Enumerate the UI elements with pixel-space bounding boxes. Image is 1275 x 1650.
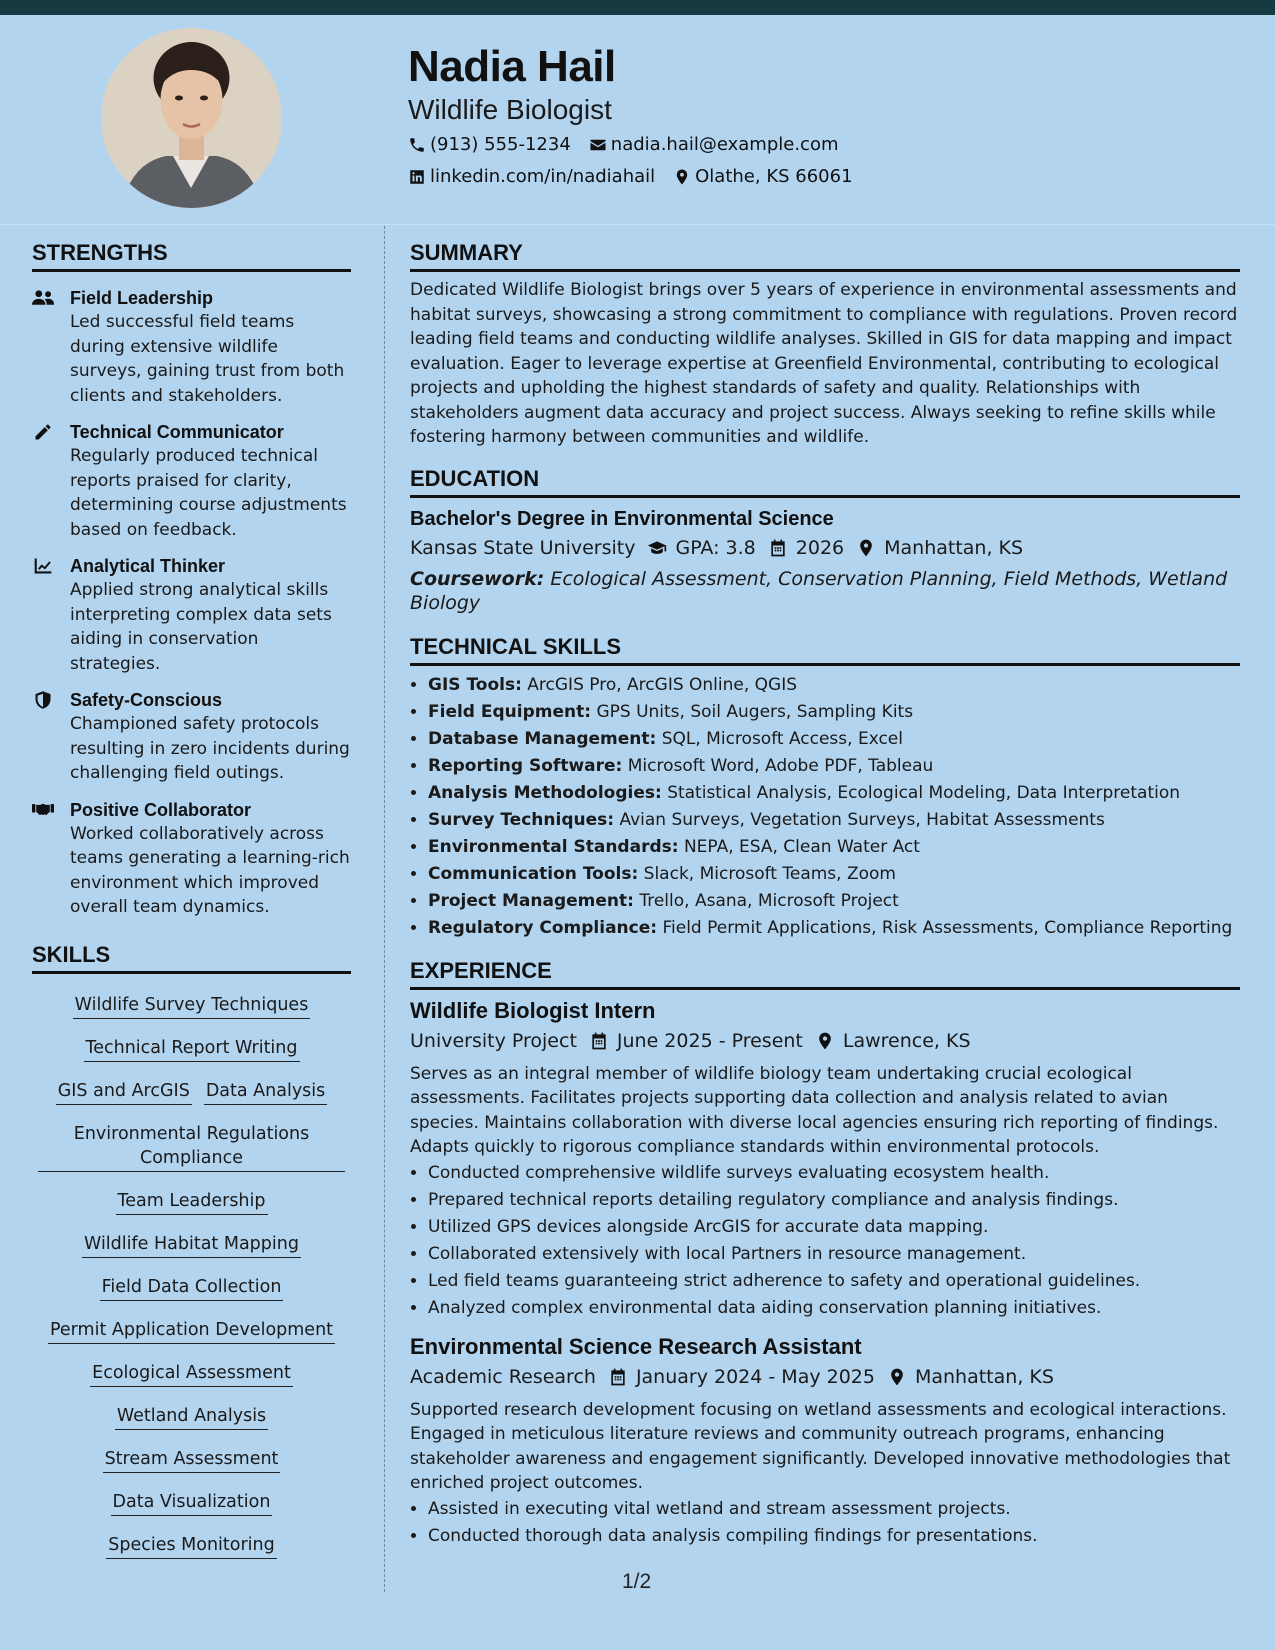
strengths-heading: STRENGTHS [32, 240, 351, 272]
strength-title: Positive Collaborator [70, 799, 252, 820]
skill-tag: Team Leadership [116, 1189, 268, 1215]
tech-skill-value: Trello, Asana, Microsoft Project [639, 890, 899, 911]
envelope-icon [589, 136, 607, 154]
job-location: Manhattan, KS [914, 1365, 1054, 1388]
list-item [428, 726, 1240, 753]
pencil-icon [32, 422, 54, 442]
location-contact [673, 166, 852, 187]
strength-desc: Worked collaboratively across teams generating a learning-rich environment which improved overall team dynamics. [70, 823, 350, 917]
profile-photo [101, 28, 282, 208]
tech-skill-value: Slack, Microsoft Teams, Zoom [643, 863, 896, 884]
job-location: Lawrence, KS [842, 1029, 971, 1052]
tech-skill-value: NEPA, ESA, Clean Water Act [683, 836, 920, 857]
tech-skill-value: GPS Units, Soil Augers, Sampling Kits [596, 701, 914, 722]
calendar-icon [608, 1367, 628, 1387]
tech-skill-value: Avian Surveys, Vegetation Surveys, Habitat Assessments [619, 809, 1105, 830]
top-bar [0, 0, 1275, 15]
skill-tag: Stream Assessment [103, 1447, 281, 1473]
map-pin-icon [856, 538, 876, 558]
list-item [428, 888, 1240, 915]
list-item [428, 699, 1240, 726]
linkedin-icon [408, 168, 426, 186]
strength-desc: Applied strong analytical skills interpreting complex data sets aiding in conservation strategies. [70, 580, 332, 674]
strength-title: Safety-Conscious [70, 690, 223, 710]
education-meta [410, 537, 1240, 559]
list-item: • Assisted in executing vital wetland and stream assessment projects. [428, 1496, 1240, 1523]
list-item: • Conducted comprehensive wildlife surveys evaluating ecosystem health. [428, 1160, 1240, 1187]
skill-tag: Species Monitoring [106, 1533, 277, 1559]
strength-item [32, 286, 351, 408]
calendar-icon [768, 538, 788, 558]
strength-desc: Regularly produced technical reports praised for clarity, determining course adjustments based on feedback. [70, 446, 347, 540]
summary-text: Dedicated Wildlife Biologist brings over 5 years of experience in environmental assessments and habitat surveys, showcasing a strong commitment to compliance with regulations. Proven record leading field teams and conducting wildlife analyses. Skilled in GIS for data mapping and impact evaluation. Eager to leverage expertise at Greenfield Environmental, contributing to ecological projects and upholding the highest standards of safety and quality. Relationships with stakeholders augment data accuracy and project success. Always seeking to refine skills while fostering harmony between communities and wildlife. [410, 280, 1238, 447]
chart-line-icon [32, 556, 54, 576]
tech-skill-value: SQL, Microsoft Access, Excel [661, 728, 903, 749]
school-name: Kansas State University [410, 536, 636, 559]
phone-contact [408, 134, 571, 155]
skill-tag: GIS and ArcGIS [56, 1079, 192, 1105]
strength-desc: Led successful field teams during extensive wildlife surveys, gaining trust from both clients and stakeholders. [70, 312, 345, 406]
skill-tag: Technical Report Writing [84, 1036, 300, 1062]
skill-tag: Field Data Collection [100, 1275, 284, 1301]
map-pin-icon [815, 1031, 835, 1051]
email-contact[interactable] [589, 134, 839, 155]
tech-skill-label: Database Management: [428, 728, 657, 749]
tech-skill-value: Microsoft Word, Adobe PDF, Tableau [627, 755, 934, 776]
linkedin-text[interactable]: linkedin.com/in/nadiahail [430, 166, 656, 187]
gpa-text: GPA: 3.8 [675, 536, 756, 559]
page-number: 1/2 [622, 1570, 652, 1593]
shield-icon [32, 690, 54, 710]
list-item [428, 834, 1240, 861]
skills-list [32, 984, 351, 1567]
coursework-label: Coursework: [410, 567, 545, 590]
strength-item [32, 688, 351, 786]
tech-skill-label: Project Management: [428, 890, 634, 911]
tech-skill-label: Regulatory Compliance: [428, 917, 658, 938]
tech-skill-label: GIS Tools: [428, 674, 522, 695]
list-item: • Led field teams guaranteeing strict adherence to safety and operational guidelines. [428, 1268, 1240, 1295]
tech-skill-label: Analysis Methodologies: [428, 782, 662, 803]
school-location: Manhattan, KS [884, 536, 1024, 559]
job-meta [410, 1366, 1240, 1388]
tech-skill-value: Statistical Analysis, Ecological Modeling, Data Interpretation [667, 782, 1181, 803]
column-divider [384, 226, 385, 1592]
contact-row-1 [408, 134, 857, 155]
location-text: Olathe, KS 66061 [695, 166, 853, 187]
skill-tag: Permit Application Development [48, 1318, 335, 1344]
job-description: Serves as an integral member of wildlife biology team undertaking crucial ecological assessments. Facilitates projects supporting data collection and analysis related to avian species. Maintains collaboration with diverse local agencies ensuring rich reporting of findings. Adapts quickly to rigorous compliance standards within environmental protocols. [410, 1063, 1219, 1157]
skills-heading: SKILLS [32, 942, 351, 974]
right-column [410, 240, 1240, 1550]
users-icon [32, 288, 54, 308]
coursework [410, 567, 1240, 616]
tech-skill-value: ArcGIS Pro, ArcGIS Online, QGIS [527, 674, 798, 695]
list-item: • Conducted thorough data analysis compiling findings for presentations. [428, 1523, 1240, 1550]
coursework-text: Ecological Assessment, Conservation Planning, Field Methods, Wetland Biology [410, 567, 1228, 614]
left-column [32, 240, 351, 1567]
graduation-year: 2026 [795, 536, 845, 559]
list-item [428, 861, 1240, 888]
strength-item [32, 420, 351, 542]
job-org: University Project [410, 1029, 577, 1052]
phone-icon [408, 136, 426, 154]
experience-heading: EXPERIENCE [410, 958, 1240, 990]
list-item: • Utilized GPS devices alongside ArcGIS for accurate data mapping. [428, 1214, 1240, 1241]
job-bullets [410, 1496, 1240, 1550]
skill-tag: Wildlife Survey Techniques [73, 993, 311, 1019]
tech-skill-label: Reporting Software: [428, 755, 623, 776]
tech-skill-label: Environmental Standards: [428, 836, 679, 857]
technical-skills-heading: TECHNICAL SKILLS [410, 634, 1240, 666]
map-pin-icon [887, 1367, 907, 1387]
skill-tag: Data Analysis [204, 1079, 327, 1105]
phone-text: (913) 555-1234 [430, 134, 571, 155]
strength-item [32, 554, 351, 676]
skill-tag: Wildlife Habitat Mapping [82, 1232, 301, 1258]
degree-title: Bachelor's Degree in Environmental Science [410, 507, 834, 530]
list-item [428, 807, 1240, 834]
email-text[interactable]: nadia.hail@example.com [610, 134, 839, 155]
handshake-icon [32, 800, 54, 820]
strength-desc: Championed safety protocols resulting in zero incidents during challenging field outings. [70, 714, 350, 783]
job-dates: January 2024 - May 2025 [635, 1365, 875, 1388]
tech-skill-label: Field Equipment: [428, 701, 592, 722]
skill-tag: Data Visualization [111, 1490, 273, 1516]
job-org: Academic Research [410, 1365, 596, 1388]
calendar-icon [589, 1031, 609, 1051]
job-description: Supported research development focusing on wetland assessments and ecological interactions. Engaged in meticulous literature reviews and community outreach programs, enhancing stakeholder awareness and engagement significantly. Developed innovative methodologies that enriched project outcomes. [410, 1399, 1231, 1493]
strength-title: Field Leadership [70, 288, 214, 308]
job-bullets [410, 1160, 1240, 1322]
list-item: • Prepared technical reports detailing regulatory compliance and analysis findings. [428, 1187, 1240, 1214]
job-title: Environmental Science Research Assistant [410, 1333, 862, 1359]
job-meta [410, 1030, 1240, 1052]
skill-tag: Wetland Analysis [115, 1404, 268, 1430]
skill-tag: Environmental Regulations Compliance [38, 1122, 345, 1172]
strength-title: Technical Communicator [70, 422, 284, 442]
job-title: Wildlife Biologist Intern [410, 997, 656, 1023]
header-divider [0, 224, 1275, 225]
list-item [428, 753, 1240, 780]
graduation-cap-icon [647, 538, 667, 558]
skill-tag: Ecological Assessment [90, 1361, 293, 1387]
linkedin-contact[interactable] [408, 166, 655, 187]
education-heading: EDUCATION [410, 466, 1240, 498]
list-item: • Collaborated extensively with local Partners in resource management. [428, 1241, 1240, 1268]
candidate-title: Wildlife Biologist [408, 94, 612, 125]
strength-title: Analytical Thinker [70, 556, 226, 576]
technical-skills-list [410, 672, 1240, 942]
list-item: • Analyzed complex environmental data aiding conservation planning initiatives. [428, 1295, 1240, 1322]
list-item [428, 915, 1240, 942]
job-dates: June 2025 - Present [616, 1029, 803, 1052]
portrait-image [101, 28, 282, 208]
tech-skill-label: Survey Techniques: [428, 809, 615, 830]
map-pin-icon [673, 168, 691, 186]
summary-heading: SUMMARY [410, 240, 1240, 272]
strength-item [32, 798, 351, 920]
tech-skill-label: Communication Tools: [428, 863, 639, 884]
list-item [428, 780, 1240, 807]
tech-skill-value: Field Permit Applications, Risk Assessments, Compliance Reporting [662, 917, 1233, 938]
contact-row-2 [408, 166, 871, 187]
candidate-name: Nadia Hail [408, 42, 616, 91]
list-item [428, 672, 1240, 699]
